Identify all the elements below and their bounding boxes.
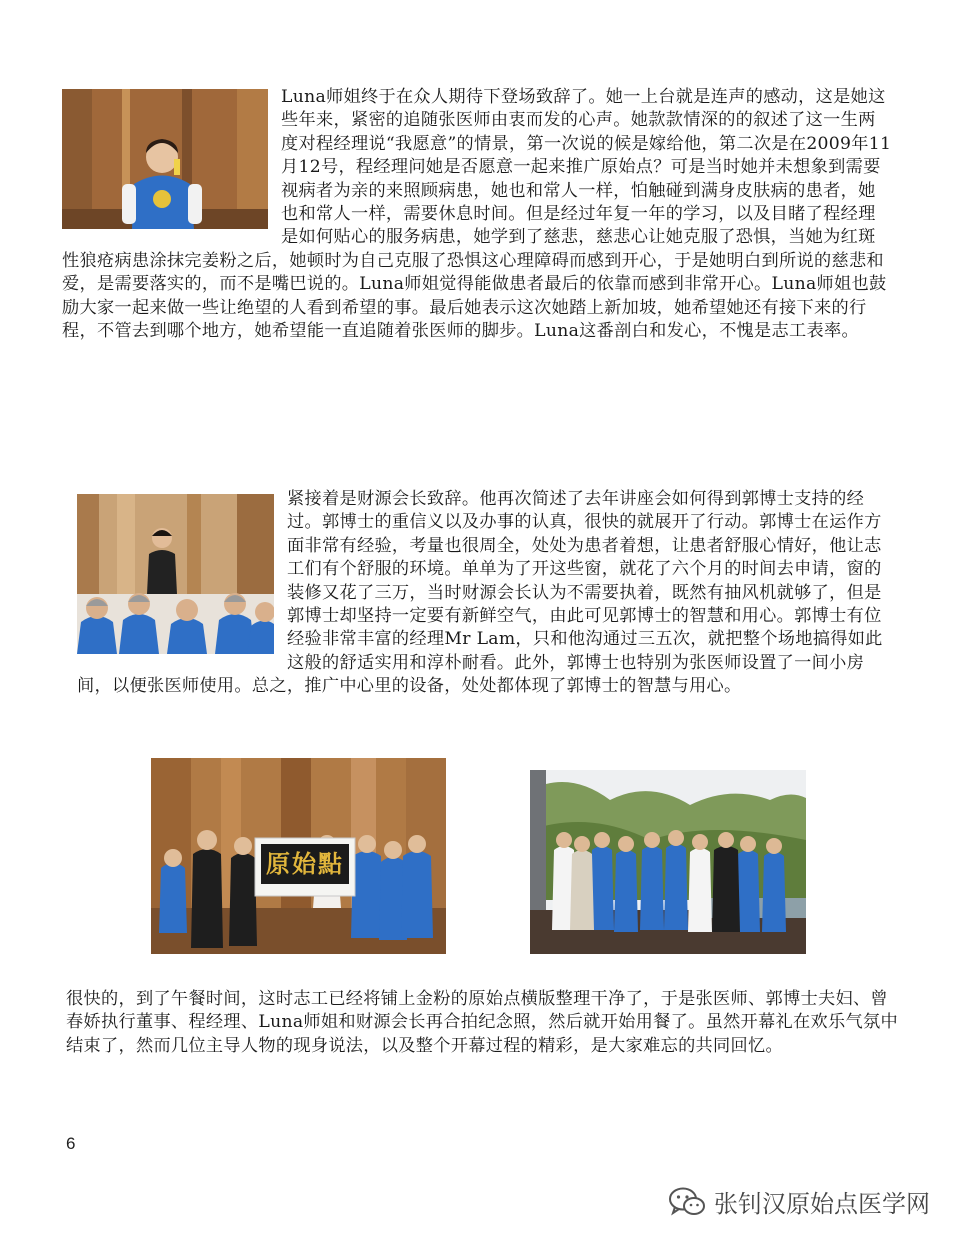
photo-outdoor-group <box>530 770 806 954</box>
paragraph-chairman-speech <box>77 488 892 699</box>
photo-group-with-plaque <box>151 758 446 954</box>
paragraph-text: 紧接着是财源会长致辞。他再次简述了去年讲座会如何得到郭博士支持的经过。郭博士的重信义以及办事的认真，很快的就展开了行动。郭博士在运作方面非常有经验，考量也很周全，处处为患者着想，让患者舒服心情好，他让志工们有个舒服的环境。单单为了开这些窗，就花了六个月的时间去申请，窗的装修又花了三万，当时财源会长认为不需要执着，既然有抽风机就够了，但是郭博士却坚持一定要有新鲜空气，由此可见郭博士的智慧和用心。郭博士有位经验非常丰富的经理Mr Lam，只和他沟通过三五次，就把整个场地搞得如此这般的舒适实用和淳朴耐看。此外，郭博士也特别为张医师设置了一间小房间，以便张医师使用。总之，推广中心里的设备，处处都体现了郭博士的智慧与用心。 <box>77 489 883 697</box>
photo-chairman-speaking <box>77 494 274 654</box>
watermark <box>668 1184 930 1219</box>
watermark-text: 张钊汉原始点医学网 <box>714 1190 930 1218</box>
plaque-calligraphy: 原始點 <box>266 849 344 878</box>
page-number: 6 <box>66 1134 76 1153</box>
paragraph-text: Luna师姐终于在众人期待下登场致辞了。她一上台就是连声的感动，这是她这些年来，紧密的追随张医师由衷而发的心声。她款款情深的的叙述了这一生两度对程经理说“我愿意”的情景，第一次说的候是嫁给他，第二次是在2009年11月12号，程经理问她是否愿意一起来推广原始点？可是当时她并未想象到需要视病者为亲的来照顾病患，她也和常人一样，怕触碰到满身皮肤病的患者，她也和常人一样，需要休息时间。但是经过年复一年的学习，以及目睹了程经理是如何贴心的服务病患，她学到了慈悲，慈悲心让她克服了恐惧，当她为红斑性狼疮病患涂抹完姜粉之后，她顿时为自己克服了恐惧这心理障碍而感到开心，于是她明白到所说的慈悲和爱，是需要落实的，而不是嘴巴说的。Luna师姐觉得能做患者最后的依靠而感到非常开心。Luna师姐也鼓励大家一起来做一些让绝望的人看到希望的事。最后她表示这次她踏上新加坡，她希望她还有接下来的行程，不管去到哪个地方，她希望能一直追随着张医师的脚步。Luna这番剖白和发心，不愧是志工表率。 <box>62 87 892 342</box>
paragraph-text: 很快的，到了午餐时间，这时志工已经将铺上金粉的原始点横版整理干净了，于是张医师、郭博士夫妇、曾春娇执行董事、程经理、Luna师姐和财源会长再合拍纪念照，然后就开始用餐了。虽然开幕礼在欢乐气氛中结束了，然而几位主导人物的现身说法，以及整个开幕过程的精彩，是大家难忘的共同回忆。 <box>66 989 898 1056</box>
photo-luna-speaking <box>62 89 268 229</box>
paragraph-luna-speech <box>62 86 892 343</box>
wechat-icon <box>668 1186 706 1218</box>
paragraph-lunch <box>66 988 898 1058</box>
